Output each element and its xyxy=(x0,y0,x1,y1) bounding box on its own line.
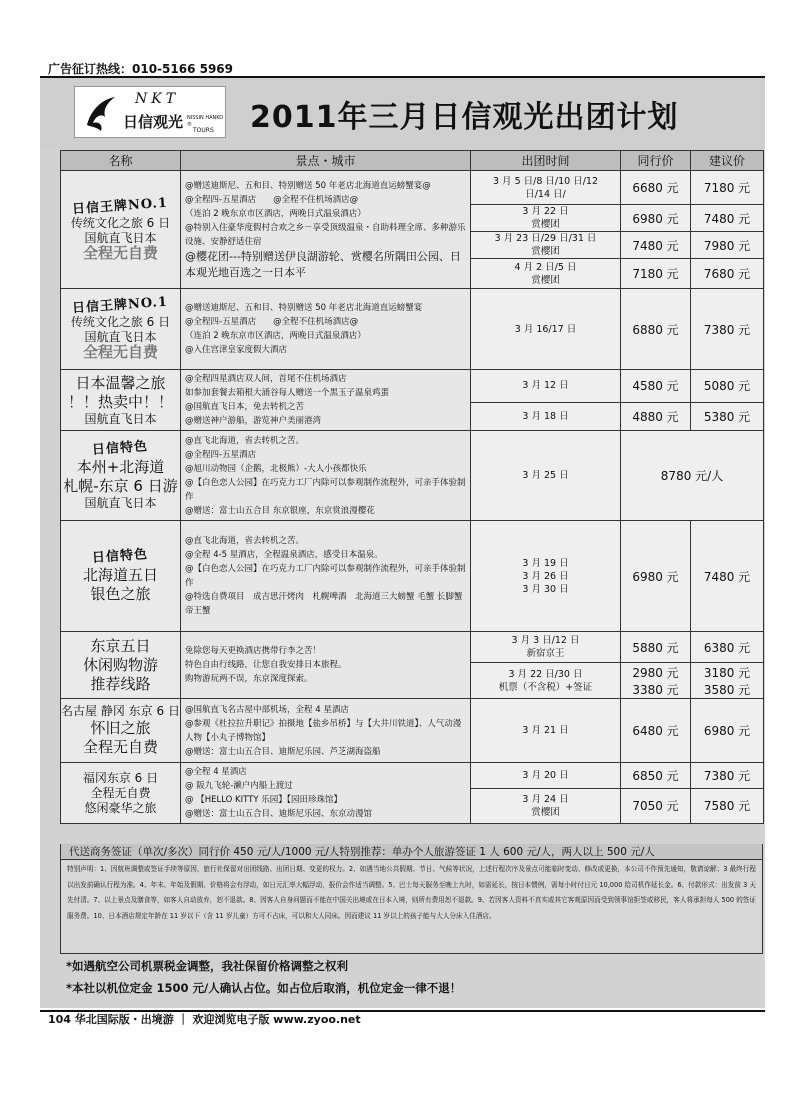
tour-name-line: 悠闲豪华之旅 xyxy=(84,800,157,815)
tour-name-line: 札幌-东京 6 日游 xyxy=(63,476,178,495)
suggested-price-cell xyxy=(691,370,764,403)
tour-name-cell xyxy=(61,521,181,632)
suggested-price-cell xyxy=(691,763,764,789)
logo-tours: TOURS xyxy=(193,127,214,134)
tour-name-line: 休闲购物游 xyxy=(82,655,158,674)
table-row xyxy=(61,370,764,403)
header-name: 名称 xyxy=(61,151,181,171)
tour-spots-cell xyxy=(181,431,471,521)
peer-price: 6850 元 xyxy=(632,768,679,783)
suggested-price: 7380 元 xyxy=(703,322,751,337)
spot-line: @全程四-五星酒店 @全程不住机场酒店@ xyxy=(185,194,359,205)
table-header-row xyxy=(61,151,764,171)
spot-line: @【白色恋人公园】在巧克力工厂内除可以参观制作流程外，可亲手体验制作 xyxy=(185,477,466,502)
tour-name-line: 银色之旅 xyxy=(90,584,151,603)
tour-name-line: 名古屋 静冈 东京 6 日 xyxy=(61,704,180,718)
peer-price: 6480 元 xyxy=(632,724,679,738)
spot-line: @全程四-五星酒店 xyxy=(185,449,257,460)
spot-line: （连泊 2 晚东京市区酒店，两晚日式温泉酒店） xyxy=(185,331,366,341)
visa-service-bar: 代送商务签证（单次/多次）同行价 450 元/人/1000 元/人特别推荐：单办个人旅游签证 1 人 600 元/人，两人以上 500 元/人 xyxy=(60,844,763,860)
departure-date: 3 月 18 日 xyxy=(522,410,569,422)
logo-chinese: 日信观光 xyxy=(123,113,184,131)
spot-line: @国航直飞日本，免去转机之苦 xyxy=(185,402,305,412)
spot-line: @ 阪九飞轮-濑户内船上渡过 xyxy=(185,781,293,791)
suggested-price: 7480 元 xyxy=(703,211,751,226)
table-row xyxy=(61,699,764,763)
suggested-price-cell xyxy=(691,289,764,370)
departure-dates-cell xyxy=(471,788,621,823)
departure-date: 3 月 22 日 xyxy=(522,206,569,217)
peer-price-cell xyxy=(621,205,691,232)
tour-name-line: 东京五日 xyxy=(90,636,151,655)
tour-name-line: 传统文化之旅 6 日 xyxy=(70,315,171,329)
spot-line: @全程 4-5 星酒店，全程温泉酒店，感受日本温泉。 xyxy=(185,550,383,560)
spot-line: @全程 4 星酒店 xyxy=(185,767,247,777)
departure-date: 赏樱团 xyxy=(531,274,560,286)
tour-stamp: 日信王牌NO.1 xyxy=(72,294,169,317)
departure-date: 3 月 21 日 xyxy=(522,725,569,736)
departure-dates-cell xyxy=(471,370,621,403)
peer-price: 7180 元 xyxy=(632,267,679,281)
table-row xyxy=(61,171,764,205)
departure-date: 日/14 日/ xyxy=(525,188,566,200)
tour-name-line: 全程无自费 xyxy=(82,738,158,756)
peer-price: 6680 元 xyxy=(632,181,679,195)
tour-name-line: 日本温馨之旅 xyxy=(75,373,166,392)
spot-line: @赠送迪斯尼、五和目、特别赠送 50 年老店北海道直运螃蟹宴 xyxy=(185,303,423,313)
peer-price-cell xyxy=(621,402,691,430)
departure-date: 3 月 23 日/29 日/31 日 xyxy=(494,233,597,244)
table-row xyxy=(61,289,764,370)
departure-date: 3 月 5 日/8 日/10 日/12 xyxy=(492,175,598,187)
tour-name-cell xyxy=(61,431,181,521)
suggested-price: 6980 元 xyxy=(703,724,751,738)
departure-dates-cell xyxy=(471,699,621,763)
spot-line: @全程四-五星酒店 @全程不住机场酒店@ xyxy=(185,317,359,327)
peer-price: 5880 元 xyxy=(632,640,679,655)
departure-date: 3 月 22 日/30 日 xyxy=(508,668,583,680)
tour-name-line: 怀旧之旅 xyxy=(90,719,151,737)
peer-price-cell xyxy=(621,663,691,699)
departure-dates-cell xyxy=(471,259,621,289)
content-area xyxy=(40,78,765,1008)
logo-english: NISSIN HANKO ® xyxy=(187,115,224,128)
departure-dates-cell xyxy=(471,632,621,663)
departure-dates-cell xyxy=(471,763,621,789)
suggested-price-cell xyxy=(691,205,764,232)
spot-line: 免除您每天更换酒店携带行李之苦！ xyxy=(185,646,322,656)
suggested-price-cell xyxy=(691,663,764,699)
peer-price-cell xyxy=(621,232,691,259)
suggested-price-cell xyxy=(691,788,764,823)
suggested-price-cell xyxy=(691,699,764,763)
spot-line: @全程四星酒店双人间，首尾不住机场酒店 xyxy=(185,374,347,384)
spot-line: @参观《杜拉拉升职记》拍摄地【盐乡吊桥】与【大井川铁道】、人气动漫人物【小丸子博物馆】 xyxy=(185,718,462,743)
tour-stamp: 日信特色 xyxy=(92,546,149,566)
tour-name-cell xyxy=(61,632,181,699)
spot-line: @特别入住豪华度假村合欢之乡－享受顶级温泉・自助料理全席、多种游乐设施、安静舒适住宿 xyxy=(185,222,466,247)
page-footer: 104 华北国际版・出境游 ｜ 欢迎浏览电子版 www.zyoo.net xyxy=(48,1013,361,1026)
suggested-price: 3580 元 xyxy=(703,682,751,697)
tour-name-cell xyxy=(61,370,181,431)
departure-date: 3 月 12 日 xyxy=(522,380,569,392)
tour-name-line: 国航直飞日本 xyxy=(84,411,157,426)
tour-stamp: 日信特色 xyxy=(92,438,149,458)
peer-price-cell xyxy=(621,788,691,823)
departure-date: 3 月 24 日 xyxy=(522,793,569,805)
departure-date: 3 月 20 日 xyxy=(522,769,569,781)
combined-price-cell: 8780 元/人 xyxy=(621,431,764,521)
peer-price-cell xyxy=(621,370,691,403)
departure-date: 4 月 2 日/5 日 xyxy=(514,261,577,273)
departure-dates-cell xyxy=(471,402,621,430)
suggested-price: 7680 元 xyxy=(703,267,751,281)
table-row xyxy=(61,632,764,663)
suggested-price-cell xyxy=(691,521,764,632)
spot-line: @国航直飞名古屋中部机场，全程 4 星酒店 xyxy=(185,704,349,715)
peer-price: 4580 元 xyxy=(632,379,679,394)
table-row xyxy=(61,431,764,521)
table-row xyxy=(61,763,764,789)
tour-name-line: ！！热卖中！！ xyxy=(67,392,173,411)
departure-dates-cell xyxy=(471,663,621,699)
peer-price-cell xyxy=(621,632,691,663)
departure-date: 3 月 3 日/12 日 xyxy=(511,635,580,646)
tour-name-line: 推荐线路 xyxy=(90,674,151,693)
spot-line: @直飞北海道，省去转机之苦。 xyxy=(185,435,305,446)
peer-price: 7050 元 xyxy=(632,799,679,814)
spot-line-featured: @樱花团---特别赠送伊良湖游轮、赏樱名所隅田公园、日本观光地百选之一日本平 xyxy=(185,249,461,279)
suggested-price: 7480 元 xyxy=(703,569,751,584)
tour-name-line: 国航直飞日本 xyxy=(84,230,157,245)
tour-spots-cell xyxy=(181,171,471,289)
suggested-price-cell xyxy=(691,632,764,663)
header-spots: 景点・城市 xyxy=(181,151,471,171)
tour-spots-cell xyxy=(181,763,471,824)
departure-dates-cell xyxy=(471,232,621,259)
suggested-price: 5080 元 xyxy=(703,379,751,394)
suggested-price: 6380 元 xyxy=(703,640,751,655)
tour-name-cell xyxy=(61,763,181,824)
spot-line: @赠送神户游船，游览神户美丽港湾 xyxy=(185,416,322,426)
page-title: 2011年三月日信观光出团计划 xyxy=(250,100,679,135)
departure-date: 赏樱团 xyxy=(531,246,560,257)
spot-line: @直飞北海道，省去转机之苦。 xyxy=(185,536,305,546)
peer-price-cell xyxy=(621,289,691,370)
peer-price: 6980 元 xyxy=(632,569,679,584)
peer-price-cell xyxy=(621,763,691,789)
tour-no-extra-fee: 全程无自费 xyxy=(82,343,158,361)
tour-name-line: 福冈东京 6 日 xyxy=(82,770,159,785)
logo xyxy=(74,86,226,138)
spot-line: @特选自费项目 成吉思汗烤肉 札幌啤酒 北海道三大螃蟹 毛蟹 长脚蟹 帝王蟹 xyxy=(185,592,463,616)
tour-spots-cell xyxy=(181,370,471,431)
suggested-price: 7380 元 xyxy=(703,768,751,783)
deposit-warning: *本社以机位定金 1500 元/人确认占位。如占位后取消，机位定金一律不退！ xyxy=(66,981,462,995)
peer-price: 6980 元 xyxy=(632,211,679,226)
peer-price-cell xyxy=(621,521,691,632)
tour-name-line: 国航直飞日本 xyxy=(84,330,157,344)
departure-date: 3 月 19 日 xyxy=(522,557,569,569)
bird-logo-icon xyxy=(81,91,121,135)
spot-line: 特色自由行线路，让您自我安排日本旅程。 xyxy=(185,660,347,670)
tour-schedule-table xyxy=(60,150,764,824)
logo-wordmark: NKT xyxy=(135,91,180,107)
tour-name-line: 本州+北海道 xyxy=(76,457,165,476)
spot-line: 如参加套餐去箱根大涌谷每人赠送一个黑玉子温泉鸡蛋 xyxy=(185,388,390,398)
spot-line: @旭川动物园（企鹅，北极熊）-大人小孩都快乐 xyxy=(185,463,367,474)
departure-dates-cell xyxy=(471,521,621,632)
suggested-price-cell xyxy=(691,171,764,205)
departure-date: 3 月 30 日 xyxy=(522,583,569,595)
suggested-price: 7580 元 xyxy=(703,799,751,814)
tour-spots-cell xyxy=(181,521,471,632)
departure-date: 新宿京王 xyxy=(526,648,565,659)
spot-line: @ 【HELLO KITTY 乐园】【园田珍珠馆】 xyxy=(185,795,342,805)
spot-line: @赠送：富士山五合目、迪斯尼乐园、芦芝湖海盗船 xyxy=(185,746,381,757)
tour-name-line: 传统文化之旅 6 日 xyxy=(70,215,171,230)
peer-price: 7480 元 xyxy=(632,238,679,253)
suggested-price-cell xyxy=(691,232,764,259)
tour-name-cell xyxy=(61,699,181,763)
peer-price-cell xyxy=(621,171,691,205)
tour-stamp: 日信王牌NO.1 xyxy=(72,195,169,217)
departure-date: 3 月 26 日 xyxy=(522,570,569,582)
spot-line: @赠送：富士山五合目、迪斯尼乐园、东京动漫馆 xyxy=(185,809,373,819)
suggested-price: 7180 元 xyxy=(703,181,751,195)
header-band xyxy=(40,78,765,150)
spot-line: （连泊 2 晚东京市区酒店，两晚日式温泉酒店） xyxy=(185,208,366,219)
tour-name-cell xyxy=(61,289,181,370)
tour-spots-cell xyxy=(181,289,471,370)
departure-date: 赏樱团 xyxy=(531,219,560,230)
spot-line: @【白色恋人公园】在巧克力工厂内除可以参观制作流程外，可亲手体验制作 xyxy=(185,564,466,588)
peer-price: 2980 元 xyxy=(632,665,679,680)
peer-price: 3380 元 xyxy=(632,682,679,697)
departure-date: 3 月 25 日 xyxy=(522,470,569,481)
table-row xyxy=(61,521,764,632)
spot-line: @赠送迪斯尼、五和目、特别赠送 50 年老店北海道直运螃蟹宴@ xyxy=(185,180,431,191)
tour-name-line: 国航直飞日本 xyxy=(84,495,157,510)
spot-line: @入住宫津皇家度假大酒店 xyxy=(185,345,288,355)
header-suggested-price: 建议价 xyxy=(691,151,764,171)
tour-name-line: 北海道五日 xyxy=(82,565,158,584)
spot-line: 购物游玩两不误，东京深度探索。 xyxy=(185,674,313,684)
suggested-price: 3180 元 xyxy=(703,665,751,680)
ad-hotline: 广告征订热线：010-5166 5969 xyxy=(48,62,234,76)
departure-date: 3 月 16/17 日 xyxy=(514,323,577,335)
header-dates: 出团时间 xyxy=(471,151,621,171)
departure-dates-cell xyxy=(471,431,621,521)
peer-price: 6880 元 xyxy=(632,322,679,337)
suggested-price: 7980 元 xyxy=(703,238,751,253)
departure-dates-cell xyxy=(471,171,621,205)
spot-line: @赠送：富士山五合目 东京银座，东京赏浪漫樱花 xyxy=(185,505,375,516)
tour-name-cell xyxy=(61,171,181,289)
peer-price: 4880 元 xyxy=(632,409,679,424)
suggested-price: 5380 元 xyxy=(703,409,751,424)
tour-spots-cell xyxy=(181,632,471,699)
tour-name-line: 全程无自费 xyxy=(90,785,151,800)
price-adjust-warning: *如遇航空公司机票税金调整，我社保留价格调整之权利 xyxy=(66,959,349,973)
tour-no-extra-fee: 全程无自费 xyxy=(82,243,158,262)
departure-date: 机票（不含税）+签证 xyxy=(498,681,593,693)
special-notes: 特别声明：1、因航班调整或签证手续等原因，旅行社保留对出团线路、出团日期、变更的权力。2、如遇当地公共假期、节日、气候等状况，上述行程次序及景点可能临时变动、修改或更换，本公司不作预先通知，敬请谅解；3 最终行程以出发前确认行程为准。4、年末、年始及假期、价格将会有浮动，如日元汇率大幅浮动，报价会作适当调整。5、巴士每天服务至晚上九时，如需延长，按日本惯例，需每小时付日元 10,000 给司机作延长金。6、付款形式：出发前 3 天先付清。7、以上景点及膳食等，如客人自动放弃，恕不退款。8、因客人自身问题而不能在中国关出境或在日本入境，则所有费用恕不退款。9、若因客人资料不真实或其它客观原因而受到领事馆拒签或移民，客人将承担每人 500 的签证服务费。10、日本酒店规定年龄在 11 岁以下（含 11 岁儿童）方可不占床，可以和大人同床。因而建议 11 岁以上的孩子能与大人分床入住酒店。 xyxy=(60,860,763,954)
peer-price-cell xyxy=(621,699,691,763)
departure-dates-cell xyxy=(471,205,621,232)
tour-spots-cell xyxy=(181,699,471,763)
suggested-price-cell xyxy=(691,402,764,430)
peer-price-cell xyxy=(621,259,691,289)
suggested-price-cell xyxy=(691,259,764,289)
header-peer-price: 同行价 xyxy=(621,151,691,171)
departure-dates-cell xyxy=(471,289,621,370)
departure-date: 赏樱团 xyxy=(531,806,560,818)
